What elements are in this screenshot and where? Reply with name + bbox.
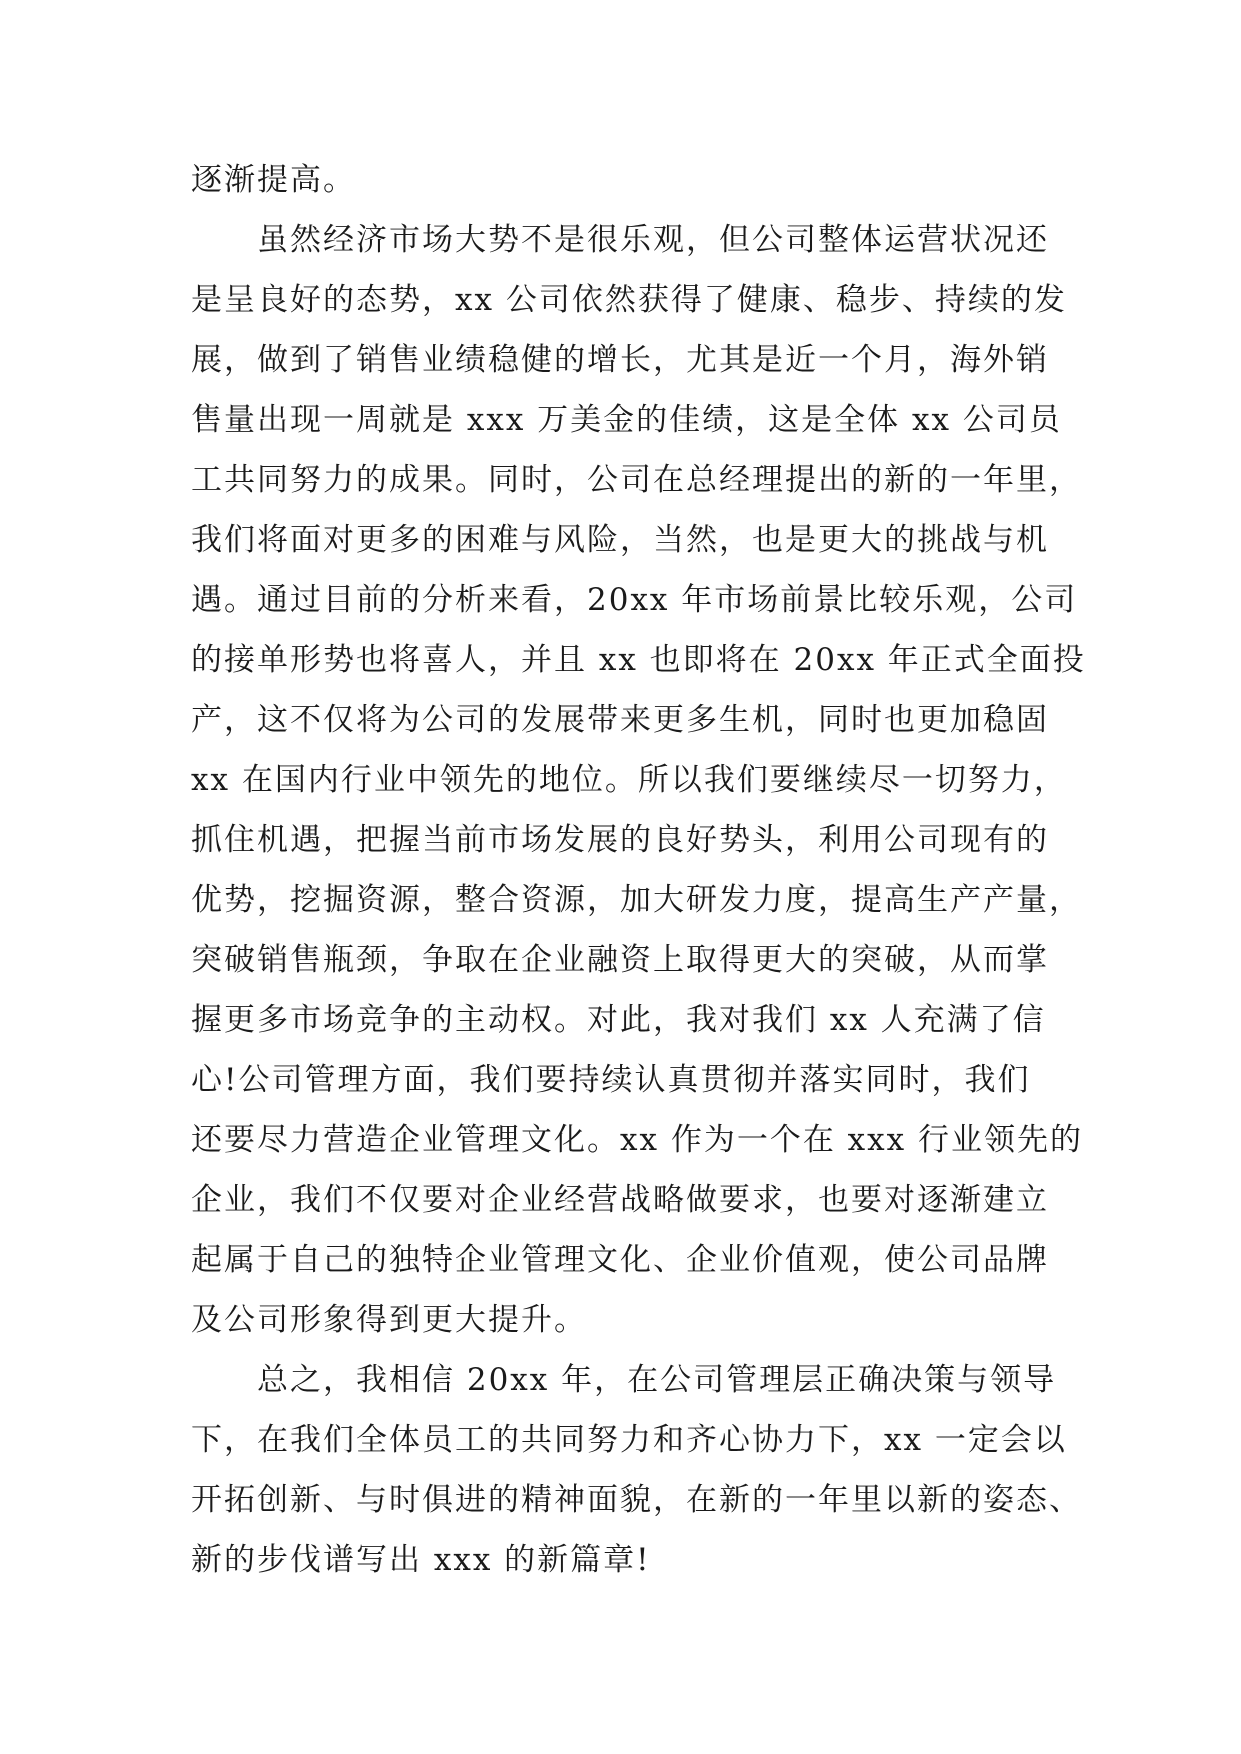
document-body bbox=[191, 150, 1086, 1590]
text-line: 企业，我们不仅要对企业经营战略做要求，也要对逐渐建立 bbox=[191, 1182, 1049, 1218]
text-line: 起属于自己的独特企业管理文化、企业价值观，使公司品牌 bbox=[191, 1242, 1049, 1278]
text-line: 产，这不仅将为公司的发展带来更多生机，同时也更加稳固 bbox=[191, 702, 1049, 738]
text-line: 抓住机遇，把握当前市场发展的良好势头，利用公司现有的 bbox=[191, 822, 1049, 858]
text-line: xx 在国内行业中领先的地位。所以我们要继续尽一切努力， bbox=[191, 762, 1067, 798]
text-line: 优势，挖掘资源，整合资源，加大研发力度，提高生产产量， bbox=[191, 882, 1082, 918]
text-line: 逐渐提高。 bbox=[191, 162, 356, 198]
text-line: 握更多市场竞争的主动权。对此，我对我们 xx 人充满了信 bbox=[191, 1002, 1046, 1038]
text-line: 我们将面对更多的困难与风险，当然，也是更大的挑战与机 bbox=[191, 522, 1049, 558]
text-line: 还要尽力营造企业管理文化。xx 作为一个在 xxx 行业领先的 bbox=[191, 1122, 1083, 1158]
text-line: 展，做到了销售业绩稳健的增长，尤其是近一个月，海外销 bbox=[191, 342, 1049, 378]
text-line: 新的步伐谱写出 xxx 的新篇章! bbox=[191, 1542, 651, 1578]
text-line: 开拓创新、与时俱进的精神面貌，在新的一年里以新的姿态、 bbox=[191, 1482, 1082, 1518]
text-line: 心!公司管理方面，我们要持续认真贯彻并落实同时，我们 bbox=[191, 1062, 1031, 1098]
text-line: 工共同努力的成果。同时，公司在总经理提出的新的一年里， bbox=[191, 462, 1082, 498]
text-line: 及公司形象得到更大提升。 bbox=[191, 1302, 587, 1338]
text-line: 的接单形势也将喜人，并且 xx 也即将在 20xx 年正式全面投 bbox=[191, 642, 1086, 678]
text-line: 突破销售瓶颈，争取在企业融资上取得更大的突破，从而掌 bbox=[191, 942, 1049, 978]
text-line: 下，在我们全体员工的共同努力和齐心协力下，xx 一定会以 bbox=[191, 1422, 1067, 1458]
text-line: 遇。通过目前的分析来看，20xx 年市场前景比较乐观，公司 bbox=[191, 582, 1078, 618]
text-line: 是呈良好的态势，xx 公司依然获得了健康、稳步、持续的发 bbox=[191, 282, 1067, 318]
paragraph-start-line: 虽然经济市场大势不是很乐观，但公司整体运营状况还 bbox=[257, 222, 1049, 258]
paragraph-start-line: 总之，我相信 20xx 年，在公司管理层正确决策与领导 bbox=[257, 1362, 1057, 1398]
text-line: 售量出现一周就是 xxx 万美金的佳绩，这是全体 xx 公司员 bbox=[191, 402, 1062, 438]
